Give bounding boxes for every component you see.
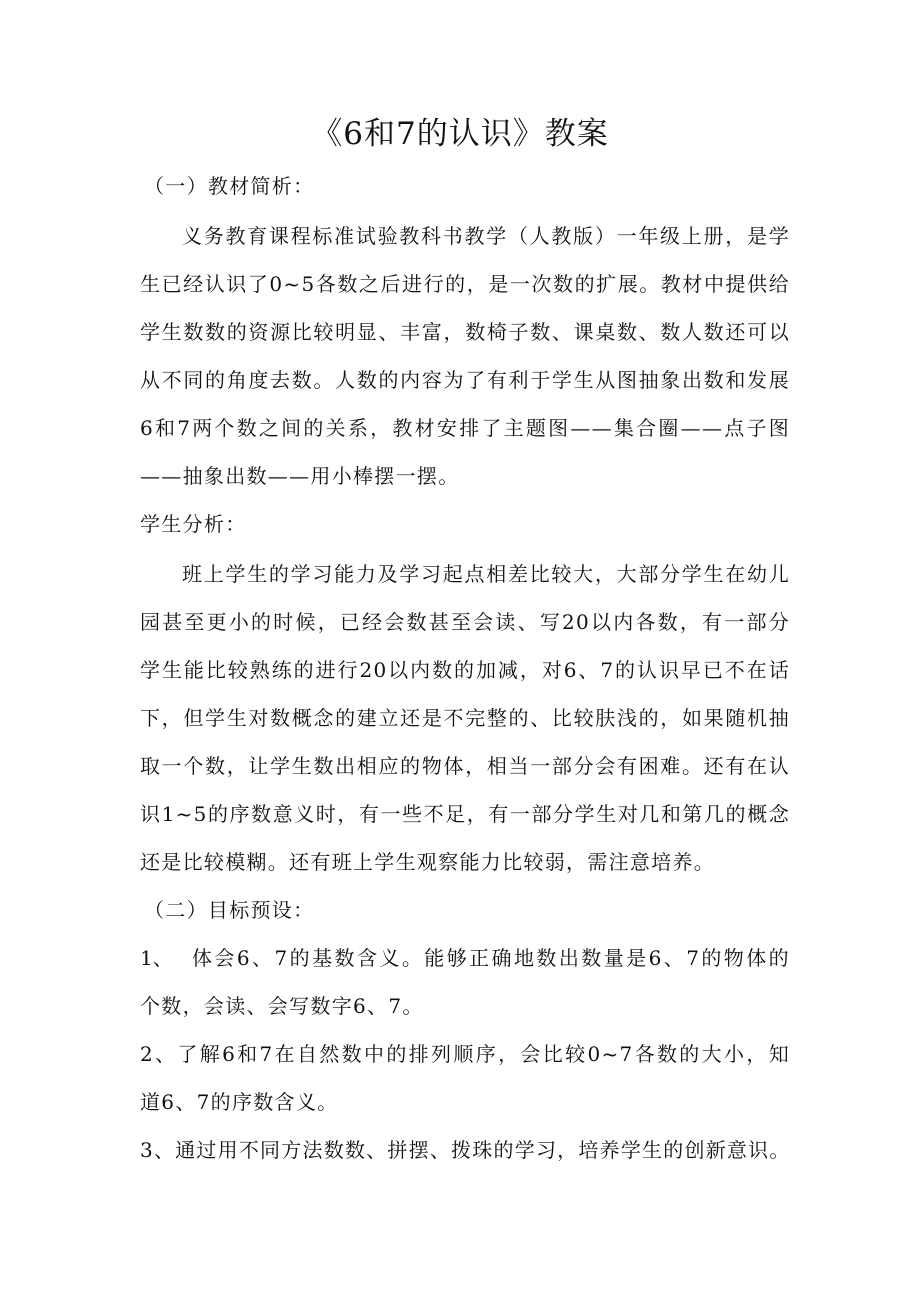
paragraph-line: 班上学生的学习能力及学习起点相差比较大，大部分学生在幼儿 [182, 562, 790, 586]
list-item-text: 体会6、7的基数含义。能够正确地数出数量是6、7的物体的 [192, 946, 790, 970]
list-item-text: 2、了解6和7在自然数中的排列顺序，会比较0~7各数的大小，知 [140, 1042, 790, 1066]
paragraph-line: 生已经认识了0~5各数之后进行的，是一次数的扩展。教材中提供给 [140, 272, 790, 296]
section-heading-student-analysis: 学生分析： [140, 512, 247, 536]
section-heading-textbook-analysis: （一）教材简析： [144, 174, 315, 198]
paragraph-line: 还是比较模糊。还有班上学生观察能力比较弱，需注意培养。 [140, 850, 716, 874]
paragraph-line: 6和7两个数之间的关系，教材安排了主题图——集合圈——点子图 [140, 416, 790, 440]
paragraph-line: 义务教育课程标准试验教科书教学（人教版）一年级上册，是学 [182, 224, 790, 248]
paragraph-line: 学生能比较熟练的进行20以内数的加减，对6、7的认识早已不在话 [140, 658, 790, 682]
paragraph-line: 下，但学生对数概念的建立还是不完整的、比较肤浅的，如果随机抽 [140, 706, 790, 730]
list-item-text: 道6、7的序数含义。 [140, 1090, 339, 1114]
list-item-number: 1、 [140, 946, 173, 970]
paragraph-line: ——抽象出数——用小棒摆一摆。 [140, 464, 460, 488]
paragraph-line: 学生数数的资源比较明显、丰富，数椅子数、课桌数、数人数还可以 [140, 320, 790, 344]
paragraph-line: 从不同的角度去数。人数的内容为了有利于学生从图抽象出数和发展 [140, 368, 790, 392]
paragraph-line: 取一个数，让学生数出相应的物体，相当一部分会有困难。还有在认 [140, 754, 790, 778]
paragraph-line: 识1~5的序数意义时，有一些不足，有一部分学生对几和第几的概念 [140, 802, 790, 826]
list-item-text: 个数，会读、会写数字6、7。 [140, 994, 424, 1018]
section-heading-objectives: （二）目标预设： [144, 898, 315, 922]
document-title: 《6和7的认识》教案 [311, 116, 609, 152]
paragraph-line: 园甚至更小的时候，已经会数甚至会读、写20以内各数，有一部分 [140, 610, 790, 634]
list-item-text: 3、通过用不同方法数数、拼摆、拨珠的学习，培养学生的创新意识。 [140, 1138, 790, 1162]
